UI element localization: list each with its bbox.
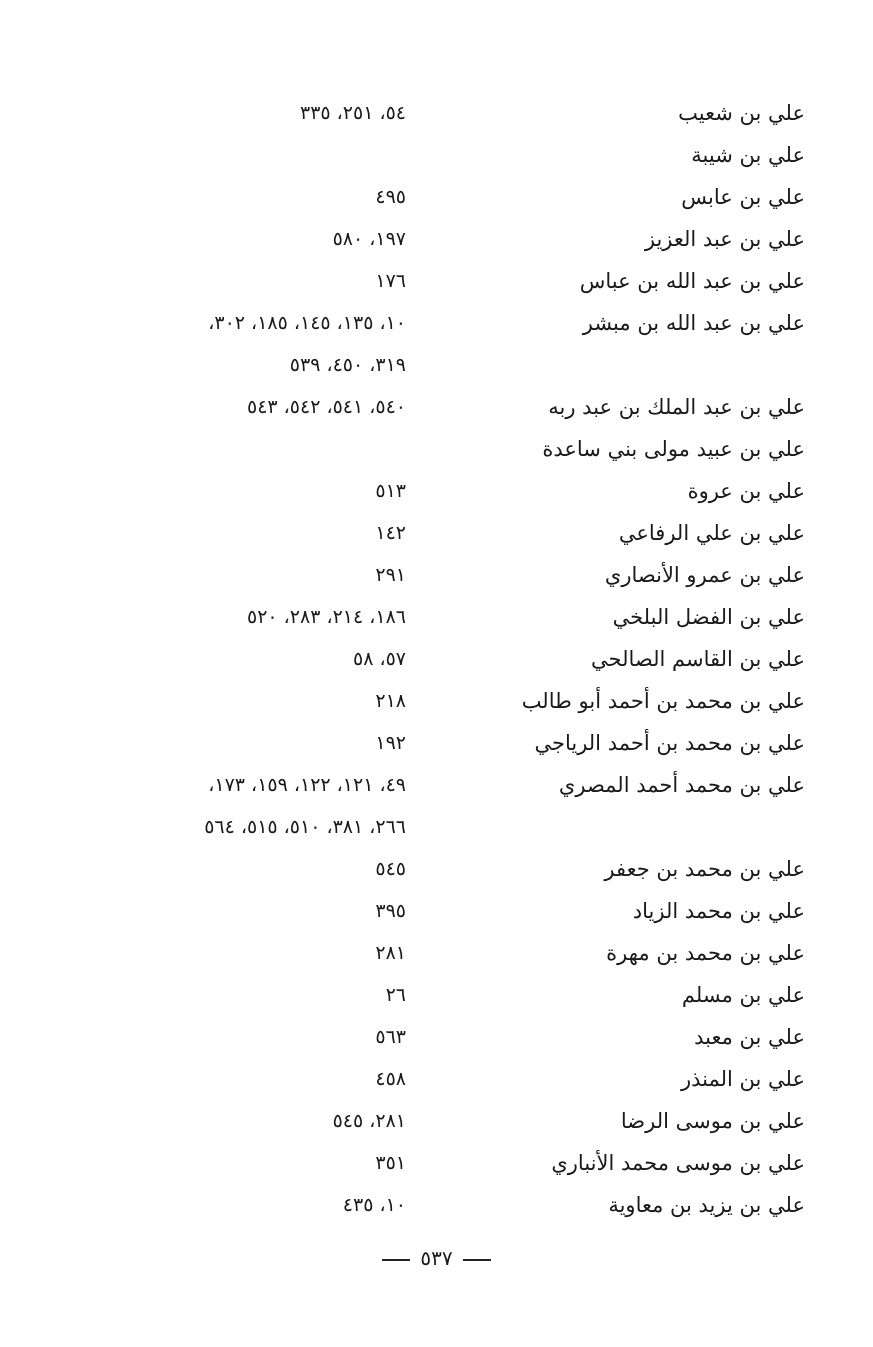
- index-entry: [0, 386, 873, 428]
- index-entries: [0, 92, 873, 1226]
- entry-pages: ٢٦٦، ٣٨١، ٥١٠، ٥١٥، ٥٦٤: [204, 816, 406, 838]
- entry-name: علي بن شيبة: [691, 143, 805, 167]
- entry-pages: ١٠، ٤٣٥: [342, 1194, 406, 1216]
- entry-pages: ١٠، ١٣٥، ١٤٥، ١٨٥، ٣٠٢،: [208, 312, 406, 334]
- entry-name: علي بن موسى محمد الأنباري: [551, 1151, 805, 1175]
- entry-pages: ٤٩، ١٢١، ١٢٢، ١٥٩، ١٧٣،: [208, 774, 406, 796]
- index-entry: [0, 806, 873, 848]
- entry-name: علي بن عروة: [687, 479, 805, 503]
- index-entry: [0, 428, 873, 470]
- entry-name: علي بن موسى الرضا: [620, 1109, 805, 1133]
- index-entry: [0, 344, 873, 386]
- index-entry: [0, 974, 873, 1016]
- entry-pages: ٣١٩، ٤٥٠، ٥٣٩: [289, 354, 406, 376]
- entry-pages: ٢٨١، ٥٤٥: [332, 1110, 406, 1132]
- entry-name: علي بن عبد العزيز: [644, 227, 805, 251]
- entry-pages: ٥١٣: [375, 480, 406, 502]
- index-entry: [0, 1184, 873, 1226]
- entry-pages: ٥٤٠، ٥٤١، ٥٤٢، ٥٤٣: [246, 396, 406, 418]
- entry-pages: ١٤٢: [375, 522, 406, 544]
- entry-name: علي بن معبد: [694, 1025, 805, 1049]
- index-entry: [0, 218, 873, 260]
- index-entry: [0, 134, 873, 176]
- index-entry: [0, 260, 873, 302]
- left-dash: [463, 1259, 491, 1261]
- entry-name: علي بن محمد بن مهرة: [606, 941, 805, 965]
- entry-pages: ٤٩٥: [375, 186, 406, 208]
- entry-pages: ١٧٦: [375, 270, 406, 292]
- index-entry: [0, 92, 873, 134]
- index-entry: [0, 890, 873, 932]
- entry-pages: ٤٥٨: [375, 1068, 406, 1090]
- entry-name: علي بن عابس: [681, 185, 805, 209]
- entry-pages: ٥٦٣: [375, 1026, 406, 1048]
- index-entry: [0, 470, 873, 512]
- entry-pages: ٢٨١: [375, 942, 406, 964]
- entry-pages: ٢٩١: [375, 564, 406, 586]
- entry-name: علي بن المنذر: [680, 1067, 805, 1091]
- entry-pages: ١٩٧، ٥٨٠: [332, 228, 406, 250]
- entry-name: علي بن عمرو الأنصاري: [604, 563, 805, 587]
- index-entry: [0, 722, 873, 764]
- index-entry: [0, 680, 873, 722]
- entry-pages: ٥٤، ٢٥١، ٣٣٥: [299, 102, 406, 124]
- entry-name: علي بن الفضل البلخي: [612, 605, 805, 629]
- entry-name: علي بن محمد بن جعفر: [604, 857, 805, 881]
- entry-pages: ١٨٦، ٢١٤، ٢٨٣، ٥٢٠: [246, 606, 406, 628]
- entry-name: علي بن علي الرفاعي: [618, 521, 805, 545]
- entry-name: علي بن عبد الله بن عباس: [579, 269, 805, 293]
- entry-pages: ٣٥١: [375, 1152, 406, 1174]
- index-entry: [0, 1058, 873, 1100]
- entry-pages: ٢١٨: [375, 690, 406, 712]
- entry-name: علي بن عبيد مولى بني ساعدة: [542, 437, 805, 461]
- index-entry: [0, 1142, 873, 1184]
- page-number-text: ٥٣٧: [420, 1246, 453, 1270]
- index-entry: [0, 554, 873, 596]
- entry-name: علي بن محمد أحمد المصري: [558, 773, 805, 797]
- entry-name: علي بن شعيب: [678, 101, 805, 125]
- entry-name: علي بن محمد بن أحمد الرياجي: [534, 731, 805, 755]
- index-entry: [0, 848, 873, 890]
- entry-pages: ٣٩٥: [375, 900, 406, 922]
- right-dash: [382, 1259, 410, 1261]
- entry-pages: ٥٧، ٥٨: [352, 648, 406, 670]
- index-entry: [0, 302, 873, 344]
- entry-name: علي بن يزيد بن معاوية: [608, 1193, 805, 1217]
- entry-name: علي بن مسلم: [681, 983, 805, 1007]
- entry-name: علي بن محمد بن أحمد أبو طالب: [521, 689, 805, 713]
- entry-pages: ١٩٢: [375, 732, 406, 754]
- entry-name: علي بن محمد الزياد: [632, 899, 805, 923]
- index-entry: [0, 932, 873, 974]
- index-entry: [0, 1100, 873, 1142]
- index-entry: [0, 176, 873, 218]
- entry-pages: ٥٤٥: [375, 858, 406, 880]
- entry-pages: ٢٦: [385, 984, 406, 1006]
- index-entry: [0, 638, 873, 680]
- entry-name: علي بن عبد الملك بن عبد ربه: [548, 395, 805, 419]
- entry-name: علي بن القاسم الصالحي: [591, 647, 805, 671]
- index-entry: [0, 764, 873, 806]
- index-entry: [0, 596, 873, 638]
- index-entry: [0, 512, 873, 554]
- page-number: [0, 1246, 873, 1270]
- index-entry: [0, 1016, 873, 1058]
- entry-name: علي بن عبد الله بن مبشر: [582, 311, 805, 335]
